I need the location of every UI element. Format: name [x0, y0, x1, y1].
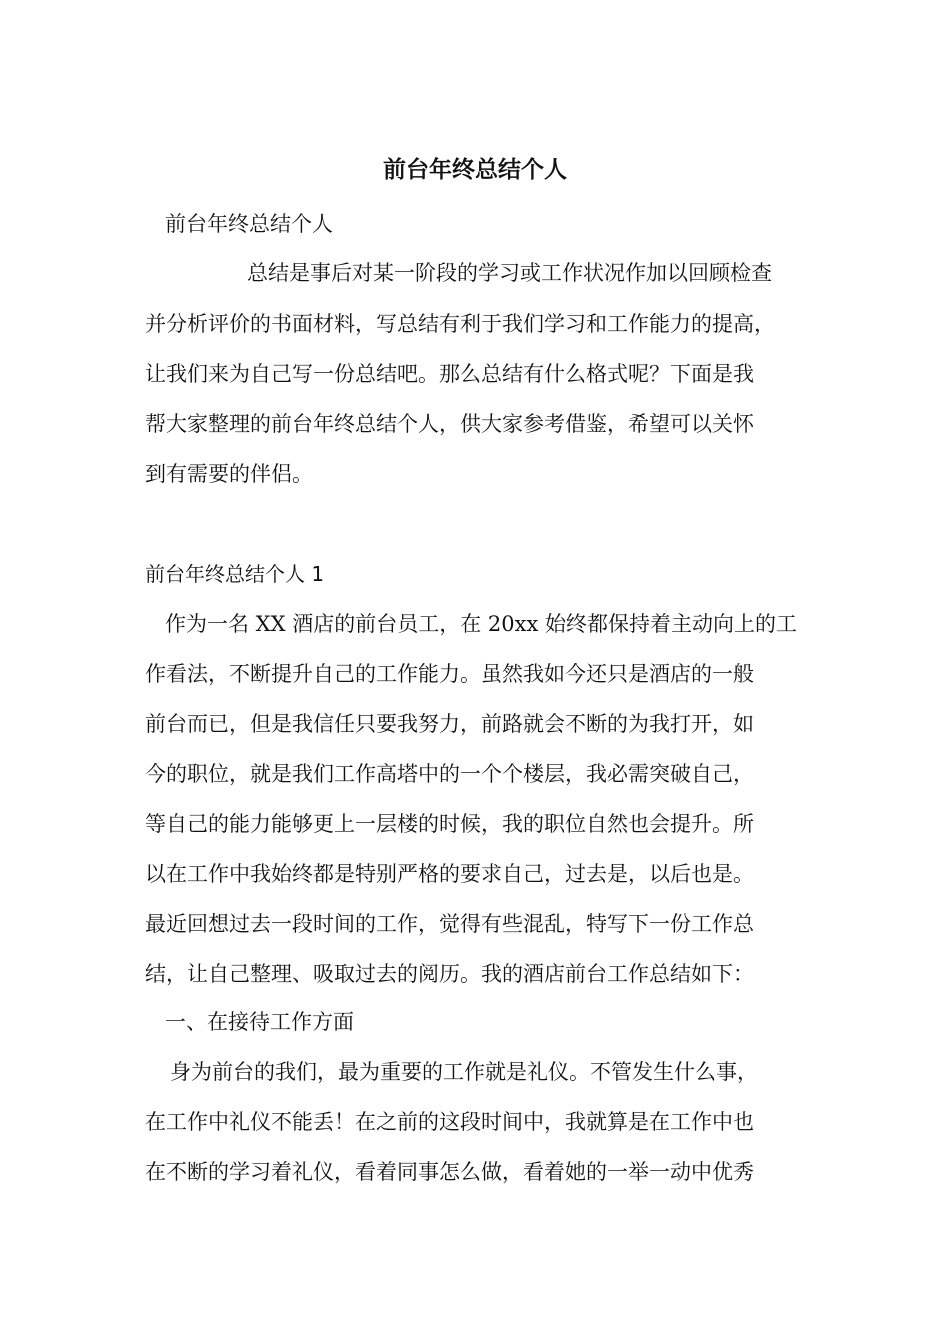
body-line-3: 前台而已，但是我信任只要我努力，前路就会不断的为我打开，如	[145, 712, 754, 736]
body-line-7: 最近回想过去一段时间的工作，觉得有些混乱，特写下一份工作总	[145, 912, 754, 936]
body-line-2: 作看法，不断提升自己的工作能力。虽然我如今还只是酒店的一般	[145, 662, 754, 686]
section-heading-1: 前台年终总结个人 1	[145, 562, 325, 586]
subtitle-line: 前台年终总结个人	[165, 212, 333, 236]
intro-line-2: 并分析评价的书面材料，写总结有利于我们学习和工作能力的提高，	[145, 312, 775, 336]
body-line-1: 作为一名 XX 酒店的前台员工，在 20xx 始终都保持着主动向上的工	[165, 612, 798, 636]
intro-line-1: 总结是事后对某一阶段的学习或工作状况作加以回顾检查	[247, 261, 772, 285]
body-line-4: 今的职位，就是我们工作高塔中的一个个楼层，我必需突破自己，	[145, 762, 754, 786]
body-line-8: 结，让自己整理、吸取过去的阅历。我的酒店前台工作总结如下：	[145, 962, 754, 986]
body-line-5: 等自己的能力能够更上一层楼的时候，我的职位自然也会提升。所	[145, 812, 754, 836]
body-line-9: 身为前台的我们，最为重要的工作就是礼仪。不管发生什么事，	[170, 1060, 758, 1084]
intro-line-4: 帮大家整理的前台年终总结个人，供大家参考借鉴，希望可以关怀	[145, 412, 754, 436]
body-line-6: 以在工作中我始终都是特别严格的要求自己，过去是，以后也是。	[145, 862, 754, 886]
intro-line-5: 到有需要的伴侣。	[145, 462, 313, 486]
document-title: 前台年终总结个人	[383, 157, 567, 183]
intro-line-3: 让我们来为自己写一份总结吧。那么总结有什么格式呢？下面是我	[145, 362, 754, 386]
subsection-heading-1: 一、在接待工作方面	[165, 1010, 354, 1034]
body-line-10: 在工作中礼仪不能丢！在之前的这段时间中，我就算是在工作中也	[145, 1110, 754, 1134]
body-line-11: 在不断的学习着礼仪，看着同事怎么做，看着她的一举一动中优秀	[145, 1160, 754, 1184]
